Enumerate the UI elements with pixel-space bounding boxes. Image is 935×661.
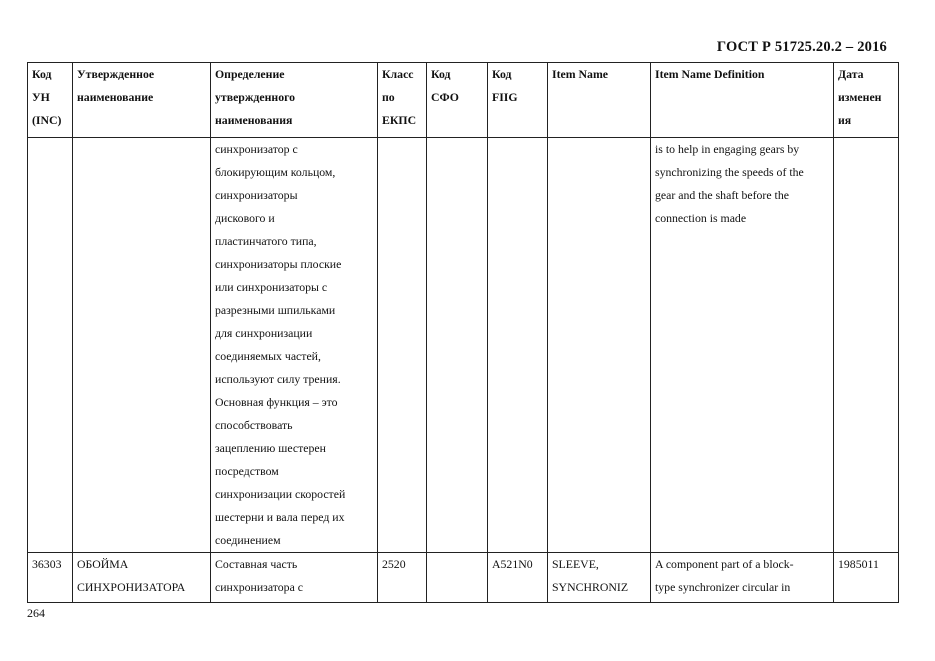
header-definition-ru: Определение утвержденного наименования xyxy=(211,63,378,138)
table-row-continued xyxy=(28,138,899,553)
table-row xyxy=(28,553,899,603)
header-item-name-definition: Item Name Definition xyxy=(651,63,834,138)
header-fiig: Код FIIG xyxy=(488,63,548,138)
header-inc: Код УН (INC) xyxy=(28,63,73,138)
nomenclature-table xyxy=(27,62,899,603)
header-class: Класс по ЕКПС xyxy=(378,63,427,138)
header-change-date: Дата изменен ия xyxy=(834,63,899,138)
cell-item-name xyxy=(548,138,651,553)
cell-fiig: A521N0 xyxy=(488,553,548,603)
cell-change-date: 1985011 xyxy=(834,553,899,603)
cell-inc: 36303 xyxy=(28,553,73,603)
document-standard-header: ГОСТ Р 51725.20.2 – 2016 xyxy=(716,39,887,55)
cell-approved-name: ОБОЙМА СИНХРОНИЗАТОРА xyxy=(73,553,211,603)
cell-definition-en: A component part of a block- type synchronizer circular in xyxy=(651,553,834,603)
cell-approved-name xyxy=(73,138,211,553)
cell-class xyxy=(378,138,427,553)
cell-inc xyxy=(28,138,73,553)
cell-definition-ru: синхронизатор с блокирующим кольцом, синхронизаторы дискового и пластинчатого типа, синхронизаторы плоские или синхронизаторы с разрезными шпильками для синхронизации соединяемых частей, используют силу трения. Основная функция – это способствовать зацеплению шестерен посредством синхронизации скоростей шестерни и вала перед их соединением xyxy=(211,138,378,553)
cell-class: 2520 xyxy=(378,553,427,603)
table-header-row xyxy=(28,63,899,138)
cell-sfo xyxy=(427,138,488,553)
cell-definition-ru: Составная часть синхронизатора с xyxy=(211,553,378,603)
header-approved-name: Утвержденное наименование xyxy=(73,63,211,138)
cell-change-date xyxy=(834,138,899,553)
cell-sfo xyxy=(427,553,488,603)
header-sfo: Код СФО xyxy=(427,63,488,138)
cell-definition-en: is to help in engaging gears by synchronizing the speeds of the gear and the shaft before the connection is made xyxy=(651,138,834,553)
header-item-name: Item Name xyxy=(548,63,651,138)
cell-item-name: SLEEVE, SYNCHRONIZ xyxy=(548,553,651,603)
cell-fiig xyxy=(488,138,548,553)
page-number: 264 xyxy=(27,606,45,620)
